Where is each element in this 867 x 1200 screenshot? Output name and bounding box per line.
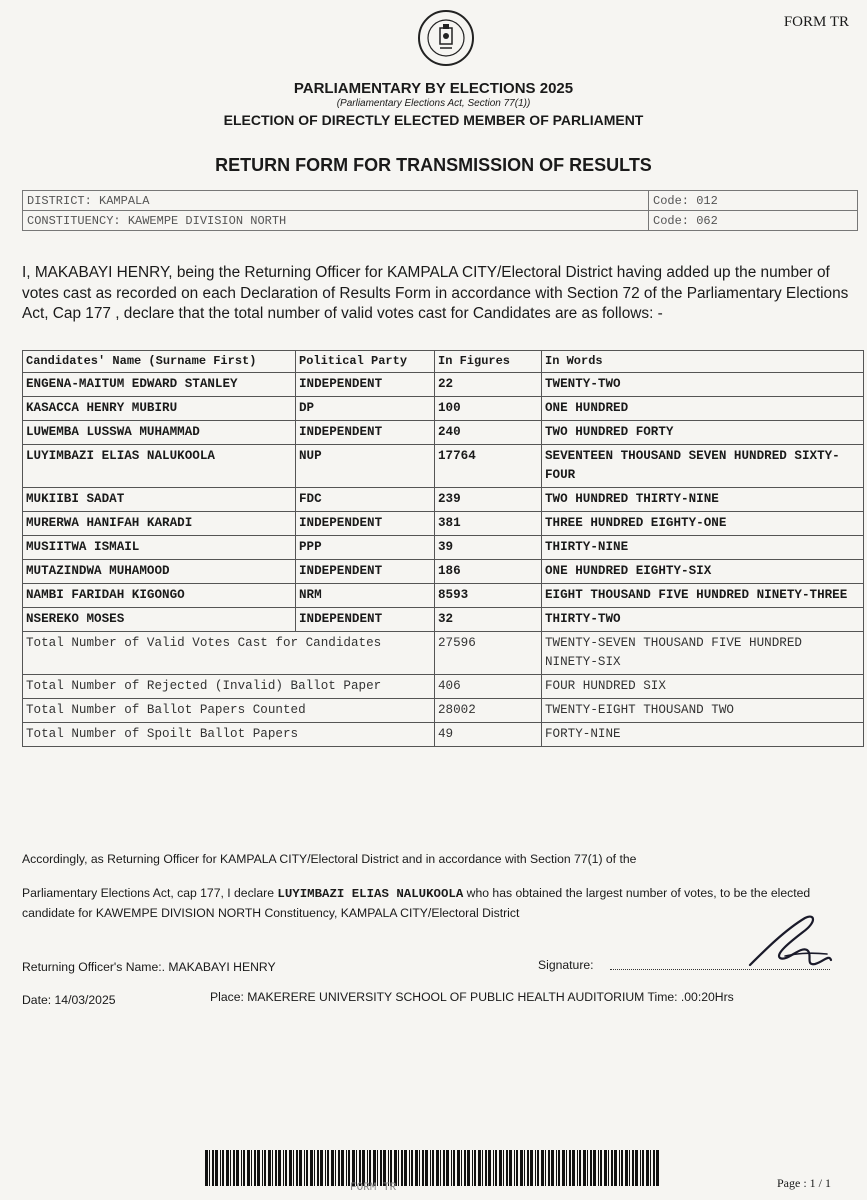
district-code: Code: 012 [649,191,858,211]
constituency-label: CONSTITUENCY: KAWEMPE DIVISION NORTH [23,211,649,231]
barcode-bar [537,1150,539,1186]
declaration-paragraph: I, MAKABAYI HENRY, being the Returning Officer for KAMPALA CITY/Electoral District having added up the number of votes cast as recorded on each Declaration of Results Form in accordance with Section 72 of the Parliamentary Elections Act, Cap 177 , declare that the total number of valid votes cast for Candidates are as follows: - [22,264,849,322]
barcode-bar [527,1150,529,1186]
barcode-bar [289,1150,292,1186]
barcode-bar [577,1150,578,1186]
barcode-bar [369,1150,371,1186]
barcode-bar [446,1150,449,1186]
candidate-figures: 8593 [435,584,542,608]
barcode-bar [398,1150,399,1186]
candidate-words: THREE HUNDRED EIGHTY-ONE [542,512,864,536]
barcode-bar [558,1150,560,1186]
barcode-bar [317,1150,319,1186]
candidate-name: MURERWA HANIFAH KARADI [23,512,296,536]
barcode-bar [467,1150,470,1186]
form-code: FORM TR [783,14,849,30]
electoral-commission-seal [416,8,476,68]
barcode-bar [514,1150,515,1186]
barcode-bar [611,1150,613,1186]
barcode-bar [278,1150,281,1186]
barcode-bar [604,1150,607,1186]
barcode-bar [222,1150,224,1186]
total-label: Total Number of Spoilt Ballot Papers [23,723,435,747]
barcode-bar [251,1150,252,1186]
winner-name: LUYIMBAZI ELIAS NALUKOOLA [277,887,464,901]
barcode-bar [493,1150,494,1186]
candidate-words: ONE HUNDRED EIGHTY-SIX [542,560,864,584]
barcode-bar [485,1150,487,1186]
barcode-bar [432,1150,434,1186]
barcode-bar [283,1150,284,1186]
table-row [23,536,864,560]
candidate-figures: 100 [435,397,542,421]
candidate-name: NSEREKO MOSES [23,608,296,632]
barcode-bar [272,1150,273,1186]
candidate-figures: 39 [435,536,542,560]
barcode-bar [362,1150,365,1186]
barcode-bar [632,1150,634,1186]
accordingly-line: Accordingly, as Returning Officer for KAMPALA CITY/Electoral District and in accordance with Section 77(1) of the [22,852,637,866]
barcode-bar [338,1150,340,1186]
table-row [23,488,864,512]
barcode-bar [625,1150,628,1186]
total-figures: 49 [435,723,542,747]
barcode-bar [220,1150,221,1186]
barcode-bar [236,1150,239,1186]
barcode-bar [600,1150,602,1186]
form-title: RETURN FORM FOR TRANSMISSION OF RESULTS [215,155,652,175]
barcode-bar [653,1150,655,1186]
barcode-bar [650,1150,651,1186]
barcode-bar [411,1150,413,1186]
candidate-words: TWENTY-TWO [542,373,864,397]
barcode-bar [352,1150,355,1186]
barcode-bar [569,1150,571,1186]
total-label: Total Number of Rejected (Invalid) Ballot Paper [23,675,435,699]
table-row [23,445,864,488]
candidate-figures: 381 [435,512,542,536]
barcode-bar [348,1150,350,1186]
barcode-bar [401,1150,403,1186]
total-words: TWENTY-EIGHT THOUSAND TWO [542,699,864,723]
header-candidate-name: Candidates' Name (Surname First) [23,351,296,373]
barcode-bar [499,1150,502,1186]
barcode-bar [404,1150,407,1186]
election-type: ELECTION OF DIRECTLY ELECTED MEMBER OF PARLIAMENT [223,112,644,128]
candidate-name: MUTAZINDWA MUHAMOOD [23,560,296,584]
results-header-row [23,351,864,373]
barcode-bar [377,1150,378,1186]
barcode-bar [275,1150,277,1186]
total-figures: 28002 [435,699,542,723]
barcode-bar [640,1150,641,1186]
candidate-name: KASACCA HENRY MUBIRU [23,397,296,421]
barcode-bar [619,1150,620,1186]
total-figures: 27596 [435,632,542,675]
barcode-bar [642,1150,644,1186]
barcode-bar [268,1150,271,1186]
candidate-words: THIRTY-NINE [542,536,864,560]
barcode-bar [524,1150,525,1186]
table-row [23,512,864,536]
barcode-bar [247,1150,250,1186]
barcode-bar [520,1150,523,1186]
barcode-bar [464,1150,466,1186]
barcode-bar [380,1150,382,1186]
candidate-words: SEVENTEEN THOUSAND SEVEN HUNDRED SIXTY-FOUR [542,445,864,488]
barcode-bar [346,1150,347,1186]
barcode-bar [430,1150,431,1186]
barcode-bar [461,1150,462,1186]
barcode-bar [241,1150,242,1186]
barcode-bar [388,1150,389,1186]
table-row [23,560,864,584]
handwritten-signature [745,910,835,980]
returning-officer-name: Returning Officer's Name:. MAKABAYI HENRY [22,960,276,974]
candidate-words: TWO HUNDRED FORTY [542,421,864,445]
total-words: TWENTY-SEVEN THOUSAND FIVE HUNDRED NINETY-SIX [542,632,864,675]
barcode-bar [440,1150,441,1186]
barcode-bar [488,1150,491,1186]
district-row [23,191,858,211]
candidate-name: NAMBI FARIDAH KIGONGO [23,584,296,608]
barcode-bar [310,1150,313,1186]
candidate-figures: 17764 [435,445,542,488]
candidate-party: NRM [296,584,435,608]
barcode-bar [562,1150,565,1186]
total-label: Total Number of Ballot Papers Counted [23,699,435,723]
candidate-party: INDEPENDENT [296,512,435,536]
table-row [23,373,864,397]
table-row [23,584,864,608]
constituency-code: Code: 062 [649,211,858,231]
candidate-party: DP [296,397,435,421]
barcode-bar [264,1150,266,1186]
total-figures: 406 [435,675,542,699]
barcode-bar [243,1150,245,1186]
candidate-name: LUYIMBAZI ELIAS NALUKOOLA [23,445,296,488]
barcode-bar [436,1150,439,1186]
constituency-row [23,211,858,231]
barcode-text: FORM TR [350,1182,397,1194]
header-in-figures: In Figures [435,351,542,373]
barcode-bar [341,1150,344,1186]
total-label: Total Number of Valid Votes Cast for Candidates [23,632,435,675]
candidate-name: MUKIIBI SADAT [23,488,296,512]
candidate-party: INDEPENDENT [296,421,435,445]
barcode-bar [646,1150,649,1186]
barcode-bar [482,1150,483,1186]
barcode-bar [325,1150,326,1186]
barcode-bar [530,1150,533,1186]
barcode-bar [205,1150,208,1186]
barcode-bar [254,1150,256,1186]
barcode-bar [590,1150,592,1186]
barcode-bar [215,1150,218,1186]
barcode-bar [327,1150,329,1186]
barcode-bar [572,1150,575,1186]
candidate-party: FDC [296,488,435,512]
barcode-bar [443,1150,445,1186]
candidate-party: INDEPENDENT [296,373,435,397]
header-political-party: Political Party [296,351,435,373]
candidate-words: THIRTY-TWO [542,608,864,632]
total-row-valid-votes [23,632,864,675]
barcode-bar [331,1150,334,1186]
table-row [23,421,864,445]
barcode-bar [608,1150,609,1186]
barcode-bar [373,1150,376,1186]
barcode-bar [383,1150,386,1186]
election-act-reference: (Parliamentary Elections Act, Section 77(1)) [336,98,531,109]
candidate-name: MUSIITWA ISMAIL [23,536,296,560]
barcode-bar [320,1150,323,1186]
election-title: PARLIAMENTARY BY ELECTIONS 2025 [293,80,574,97]
candidate-figures: 22 [435,373,542,397]
barcode-bar [233,1150,235,1186]
declaration-place-time: Place: MAKERERE UNIVERSITY SCHOOL OF PUBLIC HEALTH AUDITORIUM Time: .00:20Hrs [210,990,734,1004]
barcode-bar [415,1150,418,1186]
table-row [23,397,864,421]
barcode-bar [356,1150,357,1186]
barcode-bar [535,1150,536,1186]
barcode-bar [583,1150,586,1186]
barcode-bar [226,1150,229,1186]
barcode-bar [495,1150,497,1186]
barcode-bar [335,1150,336,1186]
candidate-party: PPP [296,536,435,560]
total-row-spoilt [23,723,864,747]
barcode-bar [257,1150,260,1186]
barcode-bar [614,1150,617,1186]
barcode-bar [419,1150,420,1186]
barcode-bar [635,1150,638,1186]
barcode-bar [299,1150,302,1186]
barcode-bar [621,1150,623,1186]
barcode-bar [506,1150,508,1186]
candidate-figures: 239 [435,488,542,512]
barcode-bar [425,1150,428,1186]
location-table [22,190,858,231]
barcode-bar [579,1150,581,1186]
barcode-bar [629,1150,630,1186]
barcode-bar [593,1150,596,1186]
barcode-bar [304,1150,305,1186]
candidate-words: TWO HUNDRED THIRTY-NINE [542,488,864,512]
candidate-figures: 240 [435,421,542,445]
results-table [22,350,864,747]
candidate-words: EIGHT THOUSAND FIVE HUNDRED NINETY-THREE [542,584,864,608]
winner-declaration-pre: Parliamentary Elections Act, cap 177, I declare [22,886,278,900]
page-number: Page : 1 / 1 [777,1176,831,1190]
barcode-bar [474,1150,476,1186]
header-in-words: In Words [542,351,864,373]
barcode-bar [656,1150,659,1186]
barcode-bar [314,1150,315,1186]
total-row-counted [23,699,864,723]
barcode-bar [453,1150,455,1186]
declaration-date: Date: 14/03/2025 [22,993,116,1007]
winner-declaration [22,884,862,923]
barcode-bar [545,1150,546,1186]
barcode-bar [587,1150,588,1186]
barcode-bar [509,1150,512,1186]
candidate-party: INDEPENDENT [296,608,435,632]
barcode-bar [285,1150,287,1186]
candidate-figures: 32 [435,608,542,632]
barcode-bar [478,1150,481,1186]
barcode-bar [548,1150,550,1186]
barcode-bar [359,1150,361,1186]
barcode-bar [451,1150,452,1186]
barcode-bar [551,1150,554,1186]
total-row-rejected [23,675,864,699]
winner-declaration-post: who has obtained the largest number of votes, to be the elected candidate for KAWEMPE DIVISION NORTH Constituency, KAMPALA CITY/Electoral District [22,886,811,920]
table-row [23,608,864,632]
barcode-bar [556,1150,557,1186]
barcode-bar [390,1150,392,1186]
barcode-bar [306,1150,308,1186]
candidate-party: NUP [296,445,435,488]
barcode-bar [296,1150,298,1186]
barcode-bar [541,1150,544,1186]
signature-label: Signature: [538,958,594,972]
total-words: FOUR HUNDRED SIX [542,675,864,699]
barcode-bar [212,1150,214,1186]
candidate-party: INDEPENDENT [296,560,435,584]
barcode-bar [503,1150,504,1186]
barcode-bar [516,1150,518,1186]
barcode-bar [422,1150,424,1186]
total-words: FORTY-NINE [542,723,864,747]
barcode-bar [472,1150,473,1186]
candidate-figures: 186 [435,560,542,584]
candidate-name: ENGENA-MAITUM EDWARD STANLEY [23,373,296,397]
barcode-bar [409,1150,410,1186]
barcode-bar [262,1150,263,1186]
barcode-bar [230,1150,231,1186]
barcode-bar [209,1150,210,1186]
barcode-bar [394,1150,397,1186]
barcode-bar [293,1150,294,1186]
barcode-bar [566,1150,567,1186]
barcode-bar [457,1150,460,1186]
barcode-bar [367,1150,368,1186]
district-label: DISTRICT: KAMPALA [23,191,649,211]
candidate-name: LUWEMBA LUSSWA MUHAMMAD [23,421,296,445]
candidate-words: ONE HUNDRED [542,397,864,421]
barcode [205,1150,660,1186]
barcode-bar [598,1150,599,1186]
